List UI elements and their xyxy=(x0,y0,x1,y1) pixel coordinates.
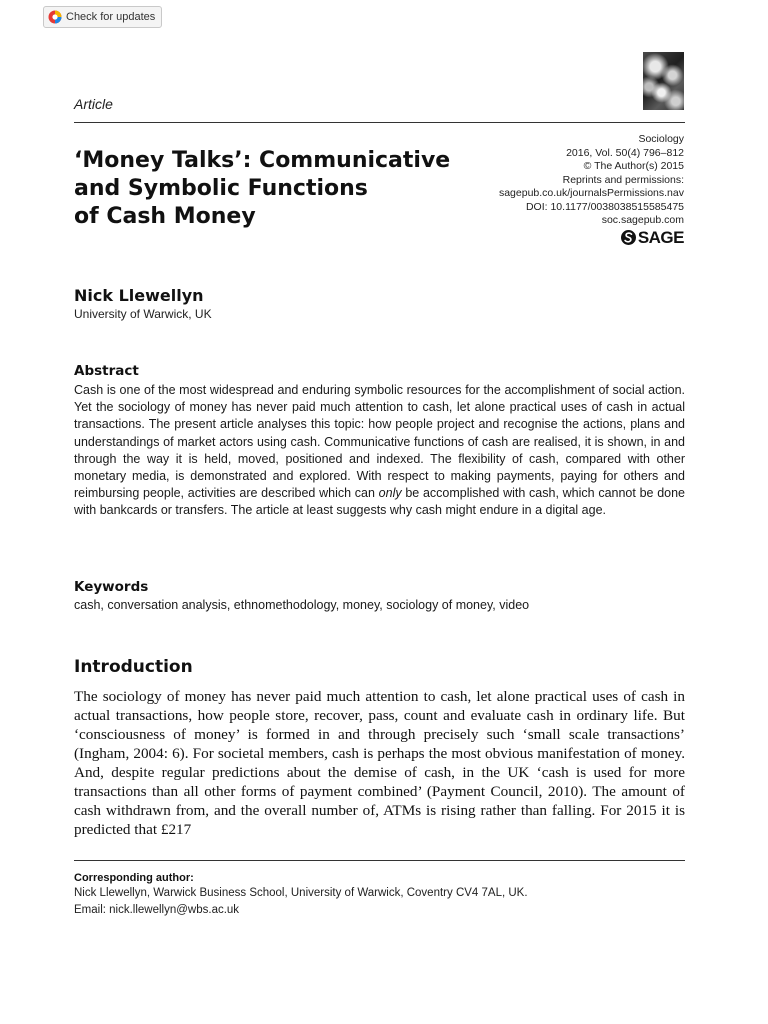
introduction-heading: Introduction xyxy=(74,657,193,677)
title-line-3: of Cash Money xyxy=(74,204,256,229)
corresponding-author-email[interactable]: Email: nick.llewellyn@wbs.ac.uk xyxy=(74,904,240,916)
author-name: Nick Llewellyn xyxy=(74,286,204,305)
corresponding-author-heading: Corresponding author: xyxy=(74,872,194,884)
abstract-text xyxy=(74,382,685,520)
publisher-logo xyxy=(621,229,684,246)
corresponding-author-address: Nick Llewellyn, Warwick Business School, University of Warwick, Coventry CV4 7AL, UK. xyxy=(74,887,528,899)
crossmark-icon xyxy=(48,10,62,24)
journal-reprints: Reprints and permissions: xyxy=(562,173,684,186)
article-type-label: Article xyxy=(74,96,113,112)
abstract-text-part-2: be accomplished with cash, which cannot be done with bankcards or transfers. The article at least suggests why cash might endure in a digital age. xyxy=(74,486,686,518)
journal-copyright: © The Author(s) 2015 xyxy=(583,160,684,172)
introduction-text: The sociology of money has never paid much attention to cash, let alone practical uses of cash in actual transactions, how people store, recover, pass, count and evaluate cash in ordinary life. But ‘consciousness of money’ is formed in and through precisely such ‘small scale transactions’ (Ingham, 2004: 6). For societal members, cash is perhaps the most obvious manifestation of money. And, despite regular predictions about the demise of cash, in the UK ‘cash is used for more transactions than all other forms of payment combined’ (Payment Council, 2010). The amount of cash withdrawn from, and the overall number of, ATMs is rising rather than falling. For 2015 it is predicted that £217 xyxy=(74,688,685,838)
journal-cover-thumbnail xyxy=(643,52,684,110)
journal-site-link[interactable]: soc.sagepub.com xyxy=(601,214,684,226)
footnote-divider xyxy=(74,860,685,861)
abstract-heading: Abstract xyxy=(74,363,139,379)
journal-name: Sociology xyxy=(638,133,684,145)
check-for-updates-label: Check for updates xyxy=(66,11,156,23)
journal-info xyxy=(499,133,684,228)
journal-permissions-link[interactable]: sagepub.co.uk/journalsPermissions.nav xyxy=(498,187,684,199)
article-title xyxy=(74,147,494,231)
check-for-updates-button[interactable] xyxy=(43,6,162,28)
title-line-1: ‘Money Talks’: Communicative xyxy=(74,148,451,173)
sage-circle-icon xyxy=(621,230,636,245)
abstract-text-part-1: Cash is one of the most widespread and enduring symbolic resources for the accomplishment of social action. Yet the sociology of money has never paid much attention to cash, let alone practical uses of cash in actual transactions. The present article analyses this topic: how people project and recognise the actions, plans and understandings of market actors using cash. Communicative functions of cash are realised, it is shown, in and through the way it is held, moved, positioned and indexed. The flexibility of cash, compared with other monetary media, is demonstrated and explored. With respect to making payments, paying for others and reimbursing people, activities are described which can xyxy=(74,383,685,501)
journal-volume: 2016, Vol. 50(4) 796–812 xyxy=(566,146,684,159)
publisher-name: SAGE xyxy=(637,228,684,247)
abstract-emphasis: only xyxy=(378,486,402,501)
keywords-heading: Keywords xyxy=(74,579,149,595)
title-line-2: and Symbolic Functions xyxy=(74,176,368,201)
journal-doi[interactable]: DOI: 10.1177/0038038515585475 xyxy=(525,200,684,213)
header-divider xyxy=(74,122,685,123)
author-affiliation: University of Warwick, UK xyxy=(74,307,212,321)
keywords-list: cash, conversation analysis, ethnomethodology, money, sociology of money, video xyxy=(74,598,530,612)
